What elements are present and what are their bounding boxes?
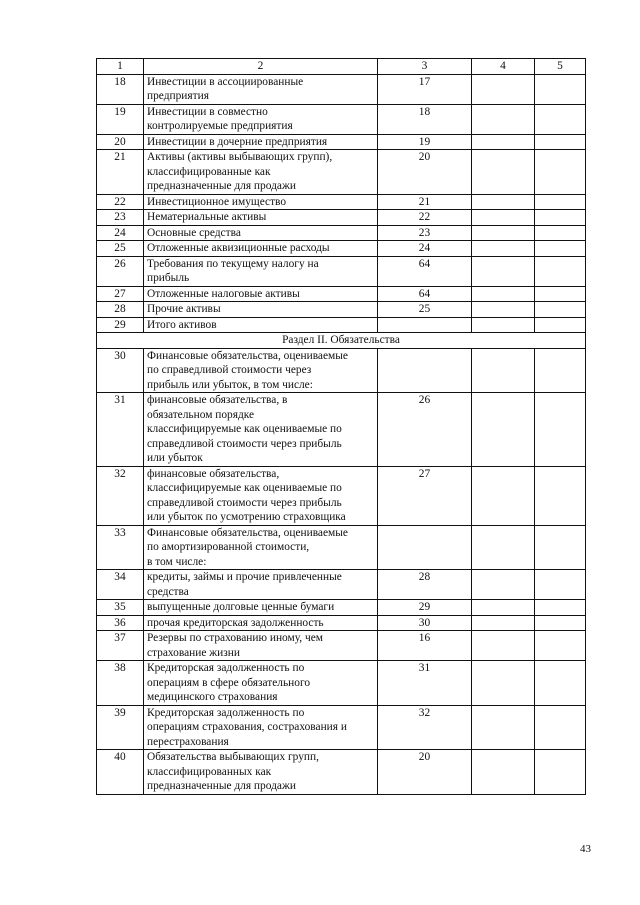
- row-col-5: [535, 286, 586, 302]
- section-header: [97, 333, 586, 349]
- row-col-4: [472, 750, 535, 795]
- row-note: 64: [378, 256, 472, 286]
- table-row: [97, 134, 586, 150]
- row-number: 34: [97, 570, 144, 600]
- page-number: 43: [580, 843, 591, 855]
- row-name: Требования по текущему налогу на прибыль: [144, 256, 378, 286]
- row-name: Кредиторская задолженность по операциям в сфере обязательного медицинского страхования: [144, 661, 378, 706]
- table-row: [97, 525, 586, 570]
- table-header: [97, 59, 586, 75]
- row-col-4: [472, 194, 535, 210]
- row-col-4: [472, 631, 535, 661]
- row-col-4: [472, 525, 535, 570]
- row-col-4: [472, 317, 535, 333]
- row-note: 22: [378, 210, 472, 226]
- row-name: Активы (активы выбывающих групп), классифицированные как предназначенные для продажи: [144, 150, 378, 195]
- row-col-5: [535, 570, 586, 600]
- row-col-4: [472, 615, 535, 631]
- row-number: 26: [97, 256, 144, 286]
- row-name: Кредиторская задолженность по операциям страхования, сострахования и перестрахования: [144, 705, 378, 750]
- row-col-5: [535, 615, 586, 631]
- table-row: [97, 256, 586, 286]
- row-name: финансовые обязательства, классифицируемые как оцениваемые по справедливой стоимости через прибыль или убыток по усмотрению страховщика: [144, 466, 378, 525]
- table-row: [97, 194, 586, 210]
- row-number: 32: [97, 466, 144, 525]
- row-name: финансовые обязательства, в обязательном порядке классифицируемые как оцениваемые по справедливой стоимости через прибыль или убыток: [144, 393, 378, 467]
- header-col-2: 2: [144, 59, 378, 75]
- row-number: 28: [97, 302, 144, 318]
- row-col-4: [472, 466, 535, 525]
- table-row: [97, 150, 586, 195]
- row-col-5: [535, 661, 586, 706]
- row-name: прочая кредиторская задолженность: [144, 615, 378, 631]
- row-number: 24: [97, 225, 144, 241]
- row-number: 25: [97, 241, 144, 257]
- row-note: 27: [378, 466, 472, 525]
- row-col-4: [472, 600, 535, 616]
- row-name: Основные средства: [144, 225, 378, 241]
- row-col-5: [535, 241, 586, 257]
- row-name: Инвестиции в ассоциированные предприятия: [144, 74, 378, 104]
- table-row: [97, 615, 586, 631]
- row-note: 16: [378, 631, 472, 661]
- row-number: 30: [97, 348, 144, 393]
- assets-section: [97, 74, 586, 333]
- table-row: [97, 104, 586, 134]
- row-col-4: [472, 661, 535, 706]
- row-number: 29: [97, 317, 144, 333]
- table-row: [97, 661, 586, 706]
- table-row: [97, 286, 586, 302]
- row-note: [378, 348, 472, 393]
- table-row: [97, 393, 586, 467]
- row-col-5: [535, 302, 586, 318]
- row-col-4: [472, 104, 535, 134]
- row-col-5: [535, 256, 586, 286]
- row-number: 31: [97, 393, 144, 467]
- header-col-3: 3: [378, 59, 472, 75]
- row-number: 20: [97, 134, 144, 150]
- row-note: 20: [378, 150, 472, 195]
- row-number: 39: [97, 705, 144, 750]
- row-number: 22: [97, 194, 144, 210]
- row-col-4: [472, 348, 535, 393]
- row-name: Прочие активы: [144, 302, 378, 318]
- row-note: 30: [378, 615, 472, 631]
- row-note: 19: [378, 134, 472, 150]
- table-row: [97, 241, 586, 257]
- row-note: 64: [378, 286, 472, 302]
- row-number: 38: [97, 661, 144, 706]
- table-row: [97, 466, 586, 525]
- row-name: Финансовые обязательства, оцениваемые по амортизированной стоимости, в том числе:: [144, 525, 378, 570]
- row-note: [378, 525, 472, 570]
- table-row: [97, 210, 586, 226]
- row-col-5: [535, 210, 586, 226]
- row-col-5: [535, 150, 586, 195]
- row-col-4: [472, 286, 535, 302]
- row-note: 23: [378, 225, 472, 241]
- table-row: [97, 705, 586, 750]
- row-col-4: [472, 705, 535, 750]
- row-note: 31: [378, 661, 472, 706]
- row-col-4: [472, 134, 535, 150]
- row-name: Нематериальные активы: [144, 210, 378, 226]
- row-note: 29: [378, 600, 472, 616]
- row-col-5: [535, 225, 586, 241]
- table-row: [97, 750, 586, 795]
- table-row: [97, 74, 586, 104]
- row-col-4: [472, 302, 535, 318]
- row-col-4: [472, 210, 535, 226]
- row-name: Отложенные аквизиционные расходы: [144, 241, 378, 257]
- report-table: [96, 58, 586, 795]
- row-number: 18: [97, 74, 144, 104]
- row-col-5: [535, 631, 586, 661]
- row-col-5: [535, 705, 586, 750]
- row-col-5: [535, 525, 586, 570]
- row-col-5: [535, 600, 586, 616]
- header-row: [97, 59, 586, 75]
- row-note: 26: [378, 393, 472, 467]
- row-name: Итого активов: [144, 317, 378, 333]
- row-number: 27: [97, 286, 144, 302]
- row-col-4: [472, 570, 535, 600]
- header-col-1: 1: [97, 59, 144, 75]
- row-col-4: [472, 225, 535, 241]
- table-row: [97, 225, 586, 241]
- table-row: [97, 317, 586, 333]
- row-name: Инвестиции в совместно контролируемые предприятия: [144, 104, 378, 134]
- row-col-5: [535, 393, 586, 467]
- row-col-5: [535, 317, 586, 333]
- row-col-5: [535, 74, 586, 104]
- row-note: 20: [378, 750, 472, 795]
- row-number: 35: [97, 600, 144, 616]
- row-col-5: [535, 348, 586, 393]
- row-col-5: [535, 194, 586, 210]
- row-col-5: [535, 750, 586, 795]
- section-title-row: [97, 333, 586, 349]
- row-note: 21: [378, 194, 472, 210]
- row-col-4: [472, 256, 535, 286]
- row-number: 19: [97, 104, 144, 134]
- row-name: Обязательства выбывающих групп, классифицированных как предназначенные для продажи: [144, 750, 378, 795]
- row-name: выпущенные долговые ценные бумаги: [144, 600, 378, 616]
- row-col-5: [535, 134, 586, 150]
- row-number: 37: [97, 631, 144, 661]
- row-name: Инвестиции в дочерние предприятия: [144, 134, 378, 150]
- header-col-5: 5: [535, 59, 586, 75]
- row-number: 40: [97, 750, 144, 795]
- row-number: 23: [97, 210, 144, 226]
- table-row: [97, 631, 586, 661]
- row-col-4: [472, 150, 535, 195]
- row-number: 33: [97, 525, 144, 570]
- row-name: кредиты, займы и прочие привлеченные средства: [144, 570, 378, 600]
- row-col-5: [535, 104, 586, 134]
- row-name: Финансовые обязательства, оцениваемые по справедливой стоимости через прибыль или убыток, в том числе:: [144, 348, 378, 393]
- row-note: 32: [378, 705, 472, 750]
- row-note: 25: [378, 302, 472, 318]
- table-row: [97, 348, 586, 393]
- row-note: 24: [378, 241, 472, 257]
- section-title: Раздел II. Обязательства: [97, 333, 586, 349]
- row-col-5: [535, 466, 586, 525]
- row-note: 18: [378, 104, 472, 134]
- table-row: [97, 600, 586, 616]
- row-note: 28: [378, 570, 472, 600]
- row-name: Резервы по страхованию иному, чем страхование жизни: [144, 631, 378, 661]
- row-note: [378, 317, 472, 333]
- row-number: 36: [97, 615, 144, 631]
- header-col-4: 4: [472, 59, 535, 75]
- row-col-4: [472, 393, 535, 467]
- row-col-4: [472, 241, 535, 257]
- row-name: Отложенные налоговые активы: [144, 286, 378, 302]
- row-number: 21: [97, 150, 144, 195]
- liabilities-section: [97, 348, 586, 794]
- row-col-4: [472, 74, 535, 104]
- table-row: [97, 570, 586, 600]
- row-note: 17: [378, 74, 472, 104]
- row-name: Инвестиционное имущество: [144, 194, 378, 210]
- table-row: [97, 302, 586, 318]
